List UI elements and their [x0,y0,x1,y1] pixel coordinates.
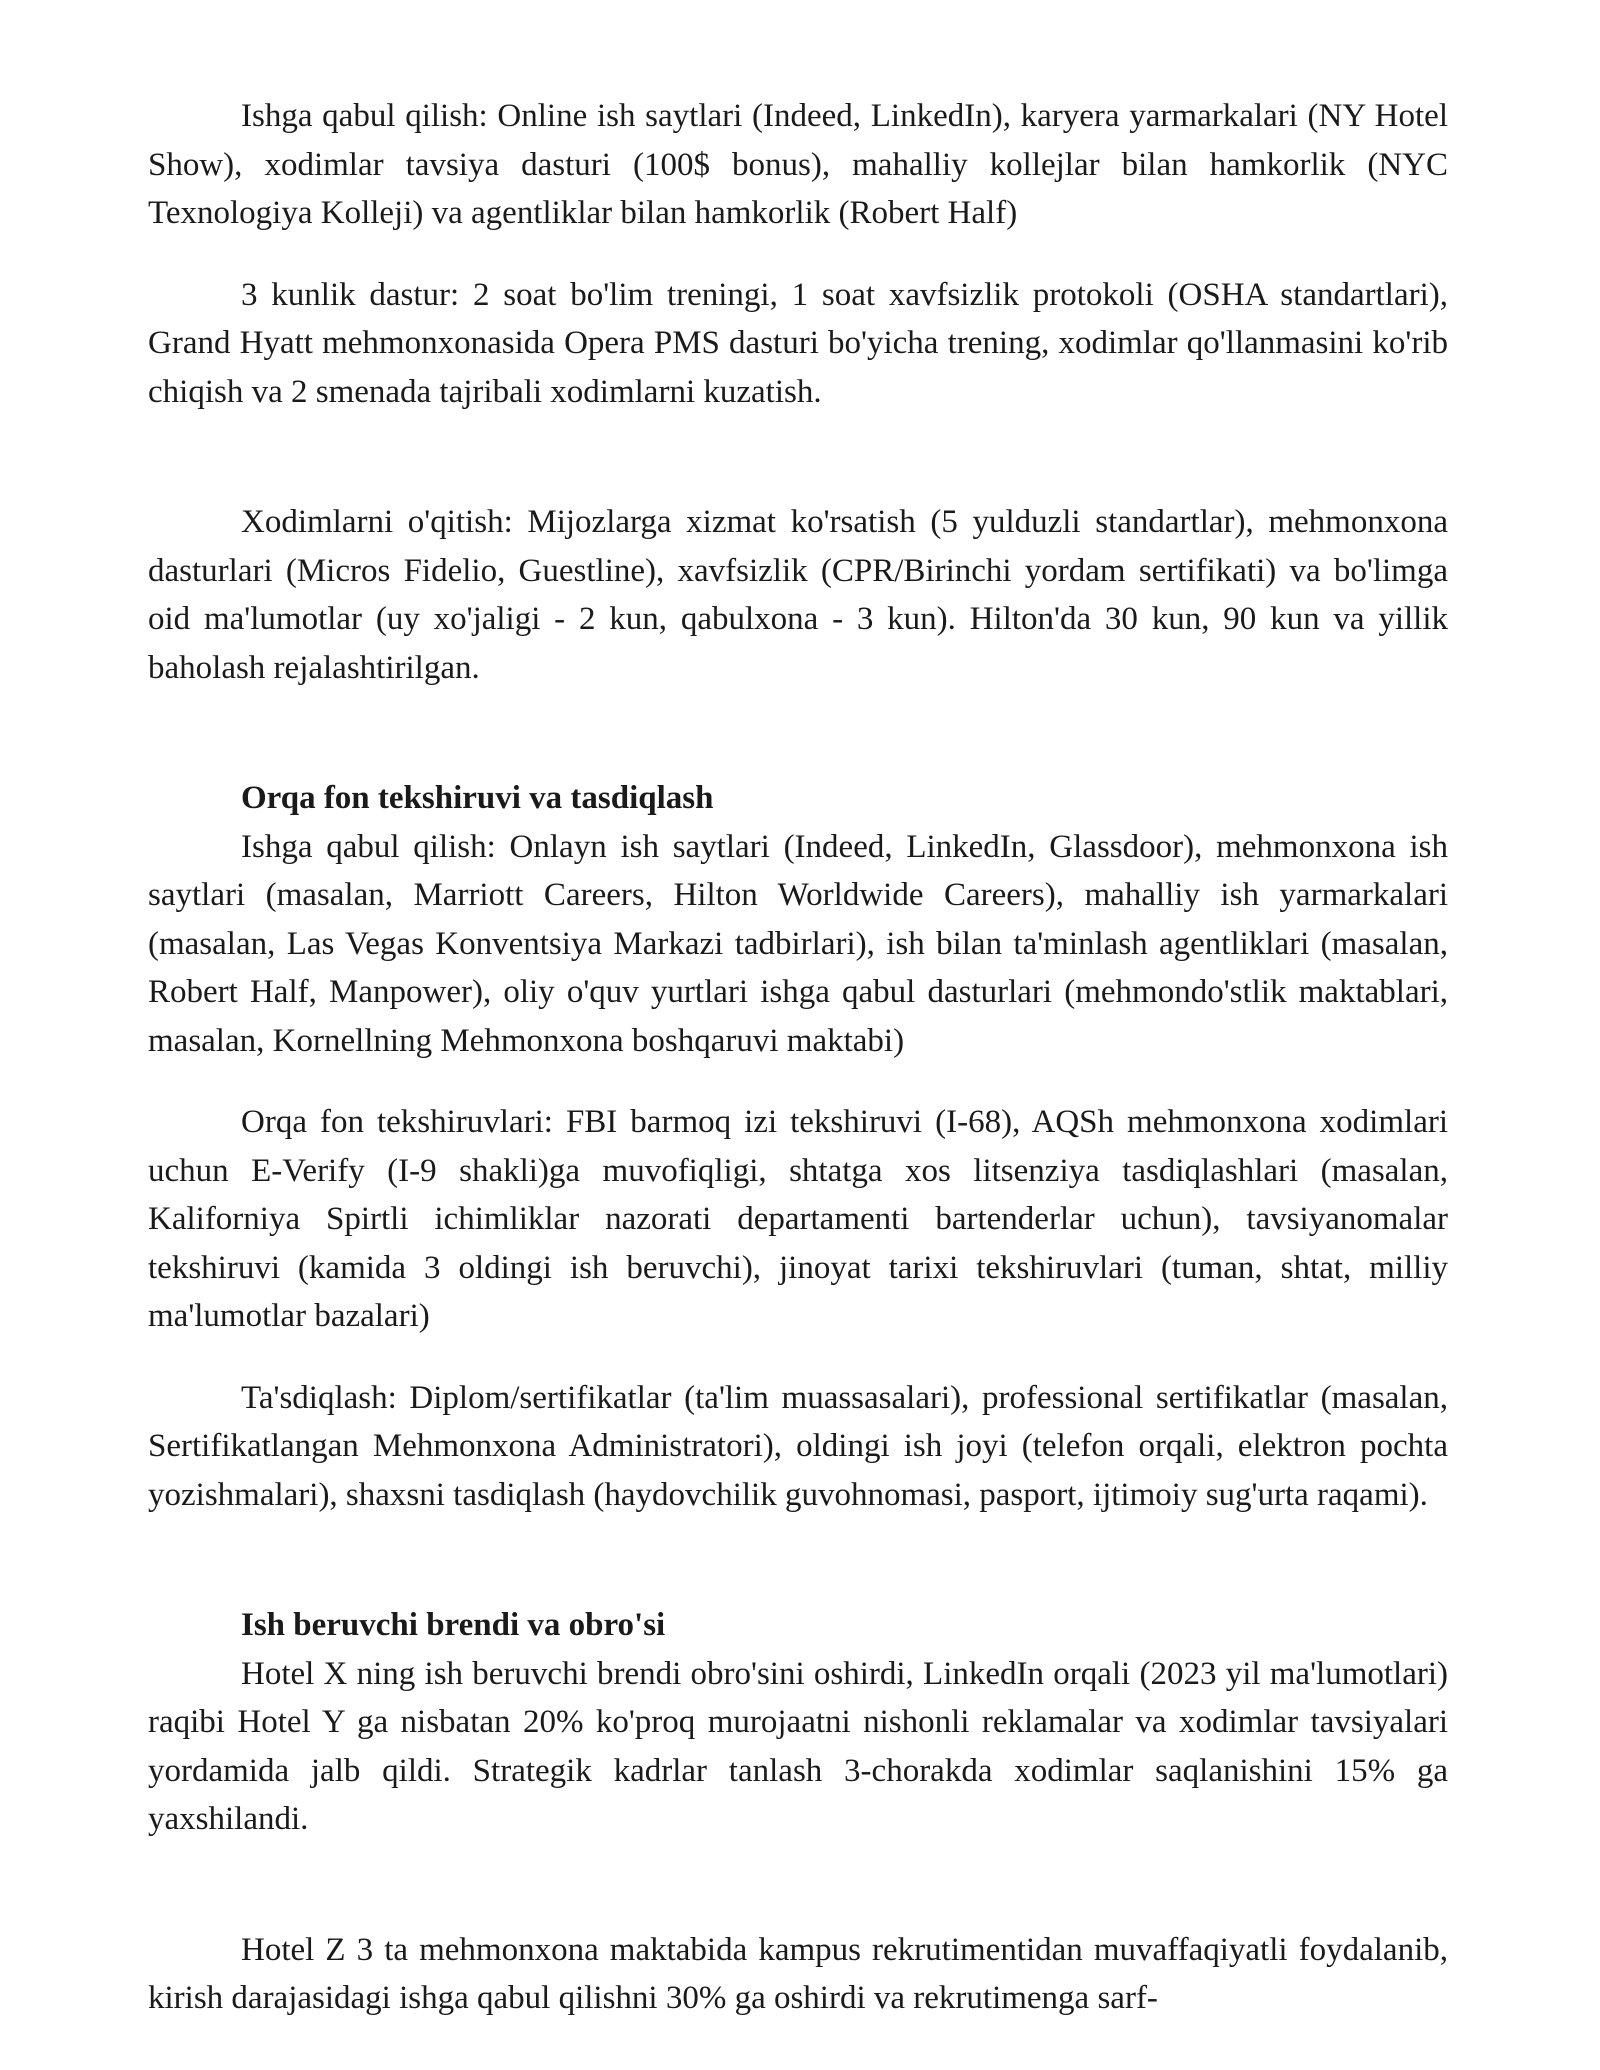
heading-background-check: Orqa fon tekshiruvi va tasdiqlash [241,780,714,816]
paragraph-hotel-z: Hotel Z 3 ta mehmonxona maktabida kampus rekrutimentidan muvaffaqiyatli foydalanib, kirish darajasidagi ishga qabul qilishni 30% ga oshirdi va rekrutimenga sarf- [148,1931,1448,2016]
paragraph-onboarding: 3 kunlik dastur: 2 soat bo'lim treningi, 1 soat xavfsizlik protokoli (OSHA standartlari), Grand Hyatt mehmonxonasida Opera PMS dasturi bo'yicha trening, xodimlar qo'llanmasini ko'rib chiqish va 2 smenada tajribali xodimlarni kuzatish. [148,276,1448,410]
paragraph-recruitment: Ishga qabul qilish: Online ish saytlari (Indeed, LinkedIn), karyera yarmarkalari (NY Hotel Show), xodimlar tavsiya dasturi (100$ bonus), mahalliy kollejlar bilan hamkorlik (NYC Texnologiya Kolleji) va agentliklar bilan hamkorlik (Robert Half) [148,98,1448,231]
paragraph-background-checks: Orqa fon tekshiruvlari: FBI barmoq izi tekshiruvi (I-68), AQSh mehmonxona xodimlari uchun E-Verify (I-9 shakli)ga muvofiqligi, shtatga xos litsenziya tasdiqlashlari (masalan, Kaliforniya Spirtli ichimliklar nazorati departamenti bartenderlar uchun), tavsiyanomalar tekshiruvi (kamida 3 oldingi ish beruvchi), jinoyat tarixi tekshiruvlari (tuman, shtat, milliy ma'lumotlar bazalari) [148,1104,1448,1334]
paragraph-verification: Ta'sdiqlash: Diplom/sertifikatlar (ta'lim muassasalari), professional sertifikatlar (masalan, Sertifikatlangan Mehmonxona Administratori), oldingi ish joyi (telefon orqali, elektron pochta yozishmalari), shaxsni tasdiqlash (haydovchilik guvohnomasi, pasport, ijtimoiy sug'urta raqami). [148,1379,1448,1513]
paragraph-recruitment-2: Ishga qabul qilish: Onlayn ish saytlari (Indeed, LinkedIn, Glassdoor), mehmonxona ish saytlari (masalan, Marriott Careers, Hilton Worldwide Careers), mahalliy ish yarmarkalari (masalan, Las Vegas Konventsiya Markazi tadbirlari), ish bilan ta'minlash agentliklari (masalan, Robert Half, Manpower), oliy o'quv yurtlari ishga qabul dasturlari (mehmondo'stlik maktablari, masalan, Kornellning Mehmonxona boshqaruvi maktabi) [148,828,1448,1059]
paragraph-hotel-x: Hotel X ning ish beruvchi brendi obro'sini oshirdi, LinkedIn orqali (2023 yil ma'lumotlari) raqibi Hotel Y ga nisbatan 20% ko'proq murojaatni nishonli reklamalar va xodimlar tavsiyalari yordamida jalb qildi. Strategik kadrlar tanlash 3-chorakda xodimlar saqlanishini 15% ga yaxshilandi. [148,1655,1448,1837]
heading-employer-brand: Ish beruvchi brendi va obro'si [241,1607,666,1643]
document-page [148,92,1448,2023]
paragraph-training: Xodimlarni o'qitish: Mijozlarga xizmat ko'rsatish (5 yulduzli standartlar), mehmonxona dasturlari (Micros Fidelio, Guestline), xavfsizlik (CPR/Birinchi yordam sertifikati) va bo'limga oid ma'lumotlar (uy xo'jaligi - 2 kun, qabulxona - 3 kun). Hilton'da 30 kun, 90 kun va yillik baholash rejalashtirilgan. [148,504,1448,686]
